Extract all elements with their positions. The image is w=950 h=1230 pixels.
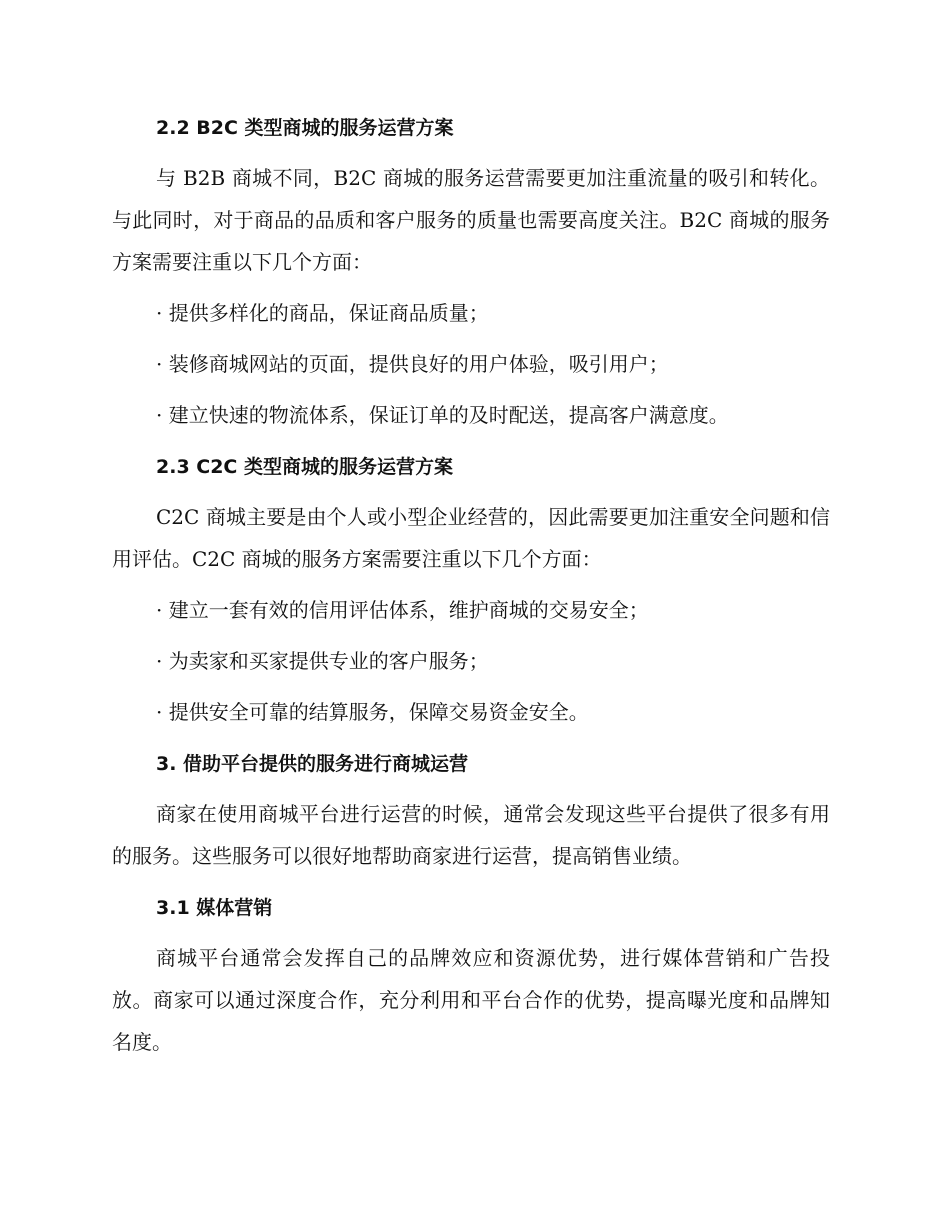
document-page (112, 108, 830, 1063)
section-paragraph-2-2: 与 B2B 商城不同，B2C 商城的服务运营需要更加注重流量的吸引和转化。与此同时，对于商品的品质和客户服务的质量也需要高度关注。B2C 商城的服务方案需要注重以下几个方面： (112, 166, 830, 274)
section-paragraph-2-3: C2C 商城主要是由个人或小型企业经营的，因此需要更加注重安全问题和信用评估。C2C 商城的服务方案需要注重以下几个方面： (112, 505, 830, 571)
section-heading-3-1: 3.1 媒体营销 (156, 897, 273, 919)
section-paragraph-3: 商家在使用商城平台进行运营的时候，通常会发现这些平台提供了很多有用的服务。这些服务可以很好地帮助商家进行运营，提高销售业绩。 (112, 802, 830, 868)
bullet-item: · 建立快速的物流体系，保证订单的及时配送，提高客户满意度。 (156, 403, 729, 427)
section-heading-2-3: 2.3 C2C 类型商城的服务运营方案 (156, 456, 453, 478)
bullet-item: · 提供多样化的商品，保证商品质量； (156, 301, 489, 325)
section-heading-2-2: 2.2 B2C 类型商城的服务运营方案 (156, 117, 454, 139)
section-heading-3: 3. 借助平台提供的服务进行商城运营 (156, 753, 469, 775)
bullet-item: · 为卖家和买家提供专业的客户服务； (156, 649, 489, 673)
section-paragraph-3-1: 商城平台通常会发挥自己的品牌效应和资源优势，进行媒体营销和广告投放。商家可以通过深度合作，充分利用和平台合作的优势，提高曝光度和品牌知名度。 (112, 946, 830, 1054)
bullet-item: · 提供安全可靠的结算服务，保障交易资金安全。 (156, 700, 589, 724)
bullet-item: · 建立一套有效的信用评估体系，维护商城的交易安全； (156, 598, 649, 622)
bullet-item: · 装修商城网站的页面，提供良好的用户体验，吸引用户； (156, 352, 669, 376)
